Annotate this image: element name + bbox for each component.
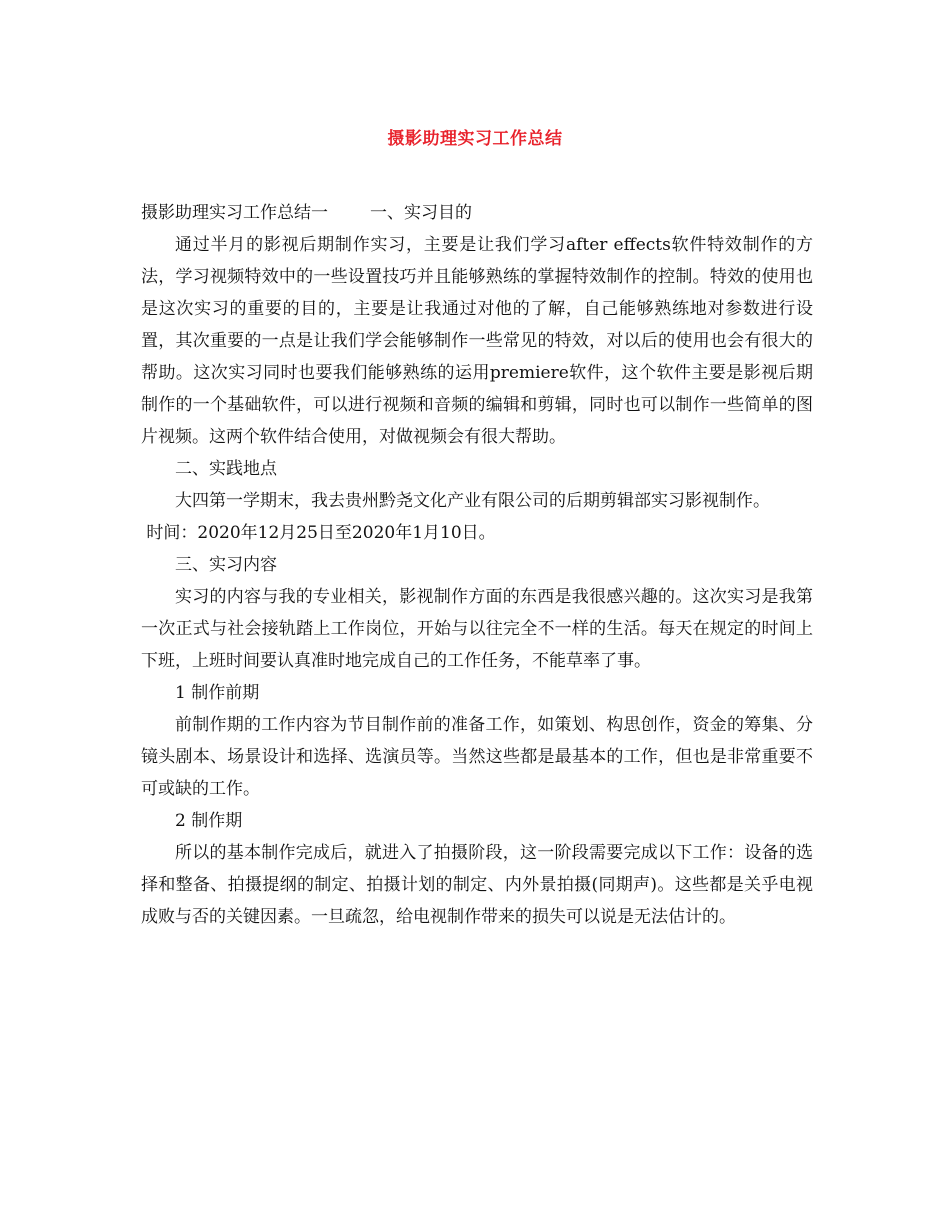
paragraph-purpose: 通过半月的影视后期制作实习，主要是让我们学习after effects软件特效制作的方法，学习视频特效中的一些设置技巧并且能够熟练的掌握特效制作的控制。特效的使用也是这次实习的重要的目的，主要是让我通过对他的了解，自己能够熟练地对参数进行设置，其次重要的一点是让我们学会能够制作一些常见的特效，对以后的使用也会有很大的帮助。这次实习同时也要我们能够熟练的运用premiere软件，这个软件主要是影视后期制作的一个基础软件，可以进行视频和音频的编辑和剪辑，同时也可以制作一些简单的图片视频。这两个软件结合使用，对做视频会有很大帮助。	[141, 235, 813, 447]
section-heading	[141, 197, 813, 229]
purpose-heading: 一、实习目的	[370, 203, 472, 223]
heading-location: 二、实践地点	[175, 459, 277, 479]
paragraph-production: 所以的基本制作完成后，就进入了拍摄阶段，这一阶段需要完成以下工作：设备的选择和整备、拍摄提纲的制定、拍摄计划的制定、内外景拍摄(同期声)。这些都是关乎电视成败与否的关键因素。一旦疏忽，给电视制作带来的损失可以说是无法估计的。	[141, 843, 813, 927]
paragraph-content: 实习的内容与我的专业相关，影视制作方面的东西是我很感兴趣的。这次实习是我第一次正式与社会接轨踏上工作岗位，开始与以往完全不一样的生活。每天在规定的时间上下班，上班时间要认真准时地完成自己的工作任务，不能草率了事。	[141, 587, 813, 671]
document-body	[141, 197, 813, 933]
heading-preproduction: 1 制作前期	[175, 683, 260, 703]
document-title: 摄影助理实习工作总结	[387, 129, 563, 149]
paragraph-time: 时间：2020年12月25日至2020年1月10日。	[141, 523, 496, 543]
heading-content: 三、实习内容	[175, 555, 277, 575]
paragraph-location: 大四第一学期末，我去贵州黔尧文化产业有限公司的后期剪辑部实习影视制作。	[175, 491, 770, 511]
paragraph-preproduction: 前制作期的工作内容为节目制作前的准备工作，如策划、构思创作，资金的筹集、分镜头剧本、场景设计和选择、选演员等。当然这些都是最基本的工作，但也是非常重要不可或缺的工作。	[141, 715, 813, 799]
summary-heading: 摄影助理实习工作总结一	[141, 203, 328, 223]
heading-production: 2 制作期	[175, 811, 243, 831]
